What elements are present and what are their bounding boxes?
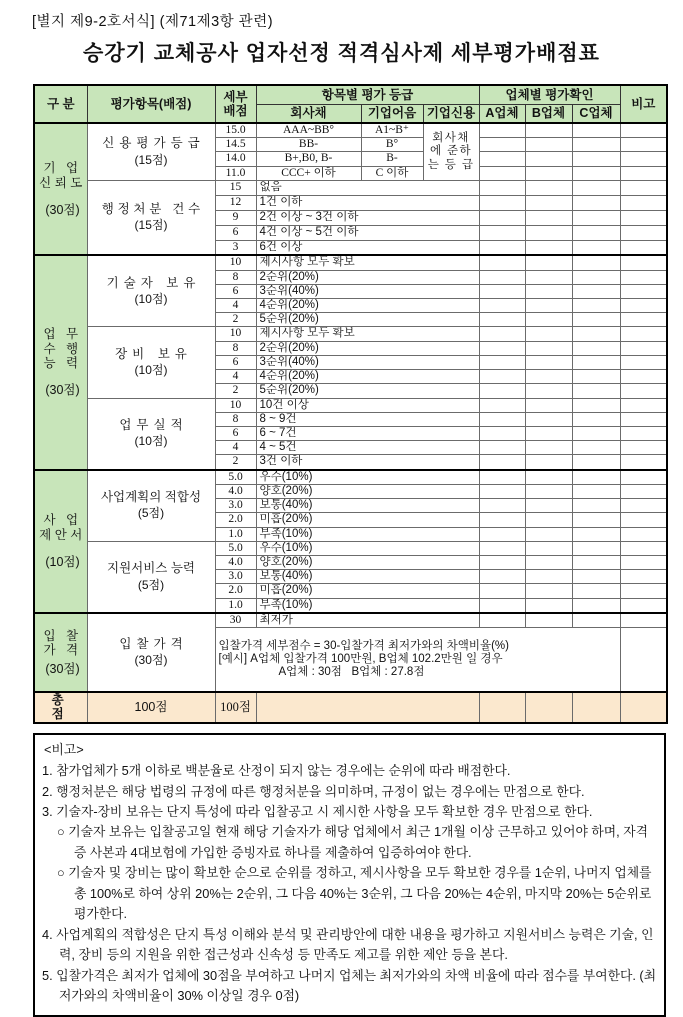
check-cell-a: [479, 255, 525, 270]
grade-desc-cell: 6 ~ 7건: [256, 427, 479, 441]
check-cell-c: [572, 470, 620, 485]
form-number: [별지 제9-2호서식] (제71제3항 관련): [32, 14, 274, 30]
item-cell-support-service: 지원서비스 능력 (5점): [87, 541, 215, 613]
check-cell-b: [525, 398, 572, 412]
check-cell-c: [572, 327, 620, 341]
note-cell: [620, 412, 667, 426]
check-cell-c: [572, 355, 620, 369]
evaluation-score-table: [33, 84, 668, 724]
note-cell: [620, 180, 667, 195]
check-cell-b: [525, 270, 572, 284]
check-cell-a: [479, 180, 525, 195]
total-label-cell: 총 점: [34, 692, 87, 723]
total-score-points-cell: 100점: [215, 692, 256, 723]
note-cell: [620, 210, 667, 225]
check-cell-c: [572, 195, 620, 210]
check-cell-a: [479, 613, 525, 628]
table-row: [34, 327, 667, 341]
note-cell: [620, 355, 667, 369]
header-grade-group: 항목별 평가 등급: [256, 85, 479, 104]
check-cell-c: [572, 370, 620, 384]
check-cell-a: [479, 555, 525, 569]
score-cell: 3: [215, 240, 256, 255]
total-item-points-cell: 100점: [87, 692, 215, 723]
check-cell-c: [572, 499, 620, 513]
note-cell: [620, 327, 667, 341]
check-cell-c: [572, 484, 620, 498]
check-cell-b: [525, 123, 572, 138]
check-cell-a: [479, 598, 525, 613]
grade-desc-cell: 8 ~ 9건: [256, 412, 479, 426]
grade-desc-cell: 1건 이하: [256, 195, 479, 210]
note-cell: [620, 441, 667, 455]
check-cell-a: [479, 370, 525, 384]
score-cell: 2: [215, 313, 256, 327]
check-cell-b: [525, 613, 572, 628]
note-cell: [620, 427, 667, 441]
grade-desc-cell: 2건 이상 ~ 3건 이하: [256, 210, 479, 225]
category-cell-performance: 업 무 수 행 능 력 (30점): [34, 255, 87, 469]
grade-desc-cell: 4순위(20%): [256, 299, 479, 313]
note-cell: [620, 152, 667, 166]
check-cell-b: [525, 499, 572, 513]
grade-desc-cell: 부족(10%): [256, 598, 479, 613]
check-cell-a: [479, 299, 525, 313]
grade-desc-cell: 6건 이상: [256, 240, 479, 255]
note-cell: [620, 299, 667, 313]
grade-desc-cell: 양호(20%): [256, 484, 479, 498]
check-cell-c: [572, 527, 620, 541]
check-cell-a: [479, 384, 525, 398]
check-cell-a: [479, 270, 525, 284]
score-cell: 1.0: [215, 598, 256, 613]
check-cell-a: [479, 499, 525, 513]
check-cell-a: [479, 355, 525, 369]
score-cell: 3.0: [215, 499, 256, 513]
score-cell: 4: [215, 299, 256, 313]
note-cell: [620, 240, 667, 255]
grade-desc-cell: 보통(40%): [256, 570, 479, 584]
score-cell: 4.0: [215, 555, 256, 569]
note-cell: [620, 541, 667, 555]
note-item: 1. 참가업체가 5개 이하로 백분율로 산정이 되지 않는 경우에는 순위에 따라 배점한다.: [42, 763, 511, 779]
score-cell: 6: [215, 355, 256, 369]
check-cell-c: [572, 255, 620, 270]
grade-desc-cell: 우수(10%): [256, 541, 479, 555]
grade-desc-cell: 2순위(20%): [256, 341, 479, 355]
check-cell-b: [525, 313, 572, 327]
check-cell-a: [479, 484, 525, 498]
score-cell: 5.0: [215, 541, 256, 555]
note-item: ○ 기술자 보유는 입찰공고일 현재 해당 기술자가 해당 업체에서 최근 1개월 이상 근무하고 있어야 하며, 자격증 사본과 4대보험에 가입한 증빙자료 하나를 제출하여 입증하여야 한다.: [57, 824, 648, 860]
check-cell-b: [525, 555, 572, 569]
check-cell-a: [479, 541, 525, 555]
grade-desc-cell: 부족(10%): [256, 527, 479, 541]
bond-grade-cell: AAA~BB°: [256, 123, 361, 138]
score-cell: 4.0: [215, 484, 256, 498]
check-cell-a: [479, 527, 525, 541]
check-cell-b: [525, 484, 572, 498]
check-cell-b: [525, 210, 572, 225]
bond-grade-cell: B+,B0, B-: [256, 152, 361, 166]
grade-desc-cell: 4순위(20%): [256, 370, 479, 384]
score-cell: 8: [215, 270, 256, 284]
check-cell-a: [479, 692, 525, 723]
score-cell: 15: [215, 180, 256, 195]
check-cell-a: [479, 123, 525, 138]
item-cell-technicians: 기술자 보유 (10점): [87, 255, 215, 327]
check-cell-b: [525, 570, 572, 584]
table-row: [34, 180, 667, 195]
grade-desc-cell: 3건 이하: [256, 455, 479, 470]
check-cell-b: [525, 513, 572, 527]
notes-box: [33, 733, 666, 1017]
grade-desc-cell: 2순위(20%): [256, 270, 479, 284]
note-cell: [620, 270, 667, 284]
check-cell-a: [479, 152, 525, 166]
note-cell: [620, 341, 667, 355]
note-cell: [620, 584, 667, 598]
check-cell-b: [525, 527, 572, 541]
check-cell-c: [572, 152, 620, 166]
score-cell: 3.0: [215, 570, 256, 584]
check-cell-c: [572, 613, 620, 628]
score-cell: 9: [215, 210, 256, 225]
credit-note-cell: 회사채에 준하는 등 급: [423, 123, 479, 180]
check-cell-b: [525, 470, 572, 485]
note-cell: [620, 484, 667, 498]
note-cell: [620, 513, 667, 527]
note-cell: [620, 370, 667, 384]
cp-grade-cell: C 이하: [361, 166, 423, 180]
grade-desc-cell: 5순위(20%): [256, 313, 479, 327]
header-score-line1: 세부: [223, 89, 248, 104]
score-cell: 8: [215, 412, 256, 426]
check-cell-b: [525, 240, 572, 255]
note-cell: [620, 527, 667, 541]
score-cell: 2.0: [215, 513, 256, 527]
check-cell-b: [525, 152, 572, 166]
item-cell-work-record: 업무실적 (10점): [87, 398, 215, 470]
check-cell-a: [479, 166, 525, 180]
check-cell-b: [525, 692, 572, 723]
check-cell-a: [479, 225, 525, 240]
grade-desc-cell: 4 ~ 5건: [256, 441, 479, 455]
check-cell-c: [572, 398, 620, 412]
note-item: 3. 기술자-장비 보유는 단지 특성에 따라 입찰공고 시 제시한 사항을 모두 확보한 경우 만점으로 한다.: [42, 804, 593, 819]
note-cell: [620, 255, 667, 270]
check-cell-a: [479, 470, 525, 485]
grade-desc-cell: 최저가: [256, 613, 479, 628]
total-row: [34, 692, 667, 723]
grade-desc-cell: 보통(40%): [256, 499, 479, 513]
grade-desc-cell: 없음: [256, 180, 479, 195]
total-empty-cell: [256, 692, 479, 723]
page-title: 승강기 교체공사 업자선정 적격심사제 세부평가배점표: [83, 42, 600, 65]
note-cell: [620, 313, 667, 327]
grade-desc-cell: 미흡(20%): [256, 513, 479, 527]
score-cell: 2: [215, 455, 256, 470]
category-cell-bid-price: 입 찰 가 격 (30점): [34, 613, 87, 692]
grade-desc-cell: 제시사항 모두 확보: [256, 255, 479, 270]
item-cell-admin-actions: 행정처분 건수 (15점): [87, 180, 215, 255]
score-cell: 10: [215, 327, 256, 341]
check-cell-a: [479, 341, 525, 355]
header-company-a: A업체: [479, 104, 525, 123]
check-cell-b: [525, 598, 572, 613]
table-row: [34, 541, 667, 555]
check-cell-b: [525, 225, 572, 240]
check-cell-a: [479, 570, 525, 584]
check-cell-b: [525, 541, 572, 555]
check-cell-c: [572, 313, 620, 327]
note-cell: [620, 692, 667, 723]
check-cell-a: [479, 313, 525, 327]
note-item: ○ 기술자 및 장비는 많이 확보한 순으로 순위를 정하고, 제시사항을 모두 확보한 경우를 1순위, 나머지 업체를 총 100%로 하여 상위 20%는 2순위, 그 다음 40%는 3순위, 그 다음 20%는 4순위, 마지막 20%는 5순위로 평가한다.: [57, 865, 652, 922]
check-cell-c: [572, 598, 620, 613]
check-cell-c: [572, 123, 620, 138]
score-cell: 6: [215, 427, 256, 441]
check-cell-b: [525, 299, 572, 313]
score-cell: 30: [215, 613, 256, 628]
note-cell: [620, 598, 667, 613]
header-credit: 기업신용: [423, 104, 479, 123]
check-cell-c: [572, 555, 620, 569]
check-cell-c: [572, 210, 620, 225]
check-cell-c: [572, 225, 620, 240]
check-cell-a: [479, 398, 525, 412]
score-cell: 4: [215, 441, 256, 455]
note-cell: [620, 284, 667, 298]
check-cell-b: [525, 412, 572, 426]
score-cell: 14.0: [215, 152, 256, 166]
note-cell: [620, 138, 667, 152]
check-cell-a: [479, 195, 525, 210]
check-cell-c: [572, 270, 620, 284]
score-cell: 12: [215, 195, 256, 210]
check-cell-a: [479, 327, 525, 341]
cp-grade-cell: B°: [361, 138, 423, 152]
score-cell: 14.5: [215, 138, 256, 152]
check-cell-c: [572, 441, 620, 455]
bid-formula-cell: [215, 628, 620, 692]
score-cell: 15.0: [215, 123, 256, 138]
check-cell-b: [525, 180, 572, 195]
bid-example-line1: [예시] A업체 입찰가격 100만원, B업체 102.2만원 일 경우: [218, 652, 503, 665]
check-cell-b: [525, 455, 572, 470]
check-cell-b: [525, 255, 572, 270]
table-row: [34, 255, 667, 270]
note-cell: [620, 613, 667, 628]
check-cell-b: [525, 327, 572, 341]
score-cell: 6: [215, 284, 256, 298]
note-cell: [620, 455, 667, 470]
note-cell: [620, 123, 667, 138]
score-cell: 2.0: [215, 584, 256, 598]
grade-desc-cell: 10건 이상: [256, 398, 479, 412]
item-cell-credit-rating: 신용평가등급 (15점): [87, 123, 215, 180]
grade-desc-cell: 제시사항 모두 확보: [256, 327, 479, 341]
header-note: 비고: [620, 85, 667, 123]
cp-grade-cell: A1~B⁺: [361, 123, 423, 138]
check-cell-c: [572, 299, 620, 313]
score-cell: 5.0: [215, 470, 256, 485]
score-cell: 10: [215, 255, 256, 270]
note-cell: [620, 166, 667, 180]
score-cell: 1.0: [215, 527, 256, 541]
check-cell-c: [572, 138, 620, 152]
check-cell-a: [479, 427, 525, 441]
check-cell-b: [525, 441, 572, 455]
check-cell-b: [525, 341, 572, 355]
check-cell-c: [572, 513, 620, 527]
bid-formula: 입찰가격 세부점수 = 30-입찰가격 최저가와의 차액비율(%): [218, 639, 509, 652]
check-cell-a: [479, 455, 525, 470]
header-company-b: B업체: [525, 104, 572, 123]
grade-desc-cell: 3순위(40%): [256, 284, 479, 298]
note-item: 5. 입찰가격은 최저가 업체에 30점을 부여하고 나머지 업체는 최저가와의 차액 비율에 따라 점수를 부여한다. (최저가와의 차액비율이 30% 이상일 경우 0점): [42, 967, 657, 1004]
score-cell: 6: [215, 225, 256, 240]
check-cell-a: [479, 513, 525, 527]
item-cell-equipment: 장비 보유 (10점): [87, 327, 215, 398]
check-cell-c: [572, 584, 620, 598]
check-cell-c: [572, 384, 620, 398]
header-score-line2: 배점: [223, 104, 248, 118]
note-cell: [620, 555, 667, 569]
score-cell: 11.0: [215, 166, 256, 180]
check-cell-c: [572, 692, 620, 723]
note-cell: [620, 398, 667, 412]
header-cp: 기업어음: [361, 104, 423, 123]
grade-desc-cell: 5순위(20%): [256, 384, 479, 398]
note-item: 2. 행정처분은 해당 법령의 규정에 따른 행정처분을 의미하며, 규정이 없는 경우에는 만점으로 한다.: [42, 783, 585, 799]
check-cell-a: [479, 284, 525, 298]
score-cell: 8: [215, 341, 256, 355]
table-row: [34, 470, 667, 485]
note-cell: [620, 384, 667, 398]
grade-desc-cell: 양호(20%): [256, 555, 479, 569]
cp-grade-cell: B-: [361, 152, 423, 166]
note-cell: [620, 628, 667, 692]
check-cell-c: [572, 240, 620, 255]
check-cell-b: [525, 384, 572, 398]
check-cell-a: [479, 441, 525, 455]
check-cell-a: [479, 210, 525, 225]
note-item: 4. 사업계획의 적합성은 단지 특성 이해와 분석 및 관리방안에 대한 내용을 평가하고 지원서비스 능력은 기술, 인력, 장비 등의 지원을 위한 접근성과 신속성 등 만족도 제고를 위한 제안 등을 본다.: [42, 926, 654, 963]
header-item: 평가항목(배점): [87, 85, 215, 123]
check-cell-c: [572, 166, 620, 180]
note-cell: [620, 195, 667, 210]
header-check-group: 업체별 평가확인: [479, 85, 620, 104]
check-cell-c: [572, 412, 620, 426]
check-cell-c: [572, 284, 620, 298]
check-cell-b: [525, 584, 572, 598]
check-cell-b: [525, 370, 572, 384]
check-cell-b: [525, 166, 572, 180]
check-cell-c: [572, 541, 620, 555]
item-cell-plan-suitability: 사업계획의 적합성 (5점): [87, 470, 215, 542]
header-bond: 회사채: [256, 104, 361, 123]
check-cell-b: [525, 138, 572, 152]
category-cell-proposal: 사 업 제안서 (10점): [34, 470, 87, 613]
score-cell: 10: [215, 398, 256, 412]
header-score: [215, 85, 256, 123]
check-cell-c: [572, 180, 620, 195]
bid-example-line2: A업체 : 30점 B업체 : 27.8점: [278, 666, 425, 679]
grade-desc-cell: 우수(10%): [256, 470, 479, 485]
check-cell-a: [479, 584, 525, 598]
table-header-row-1: [34, 85, 667, 104]
check-cell-a: [479, 412, 525, 426]
grade-desc-cell: 미흡(20%): [256, 584, 479, 598]
table-row: [34, 123, 667, 138]
note-cell: [620, 225, 667, 240]
score-cell: 2: [215, 384, 256, 398]
check-cell-b: [525, 284, 572, 298]
check-cell-c: [572, 570, 620, 584]
grade-desc-cell: 3순위(40%): [256, 355, 479, 369]
table-row: [34, 398, 667, 412]
check-cell-a: [479, 240, 525, 255]
score-cell: 4: [215, 370, 256, 384]
note-cell: [620, 470, 667, 485]
grade-desc-cell: 4건 이상 ~ 5건 이하: [256, 225, 479, 240]
check-cell-c: [572, 427, 620, 441]
check-cell-a: [479, 138, 525, 152]
header-company-c: C업체: [572, 104, 620, 123]
table-row: [34, 613, 667, 628]
header-category: 구 분: [34, 85, 87, 123]
bond-grade-cell: CCC+ 이하: [256, 166, 361, 180]
note-cell: [620, 570, 667, 584]
note-cell: [620, 499, 667, 513]
check-cell-b: [525, 427, 572, 441]
check-cell-b: [525, 195, 572, 210]
item-cell-bid-price: 입찰가격 (30점): [87, 613, 215, 692]
notes-title: <비고>: [44, 741, 84, 757]
check-cell-b: [525, 355, 572, 369]
category-cell-reliability: 기 업 신뢰도 (30점): [34, 123, 87, 255]
check-cell-c: [572, 341, 620, 355]
check-cell-c: [572, 455, 620, 470]
bond-grade-cell: BB-: [256, 138, 361, 152]
